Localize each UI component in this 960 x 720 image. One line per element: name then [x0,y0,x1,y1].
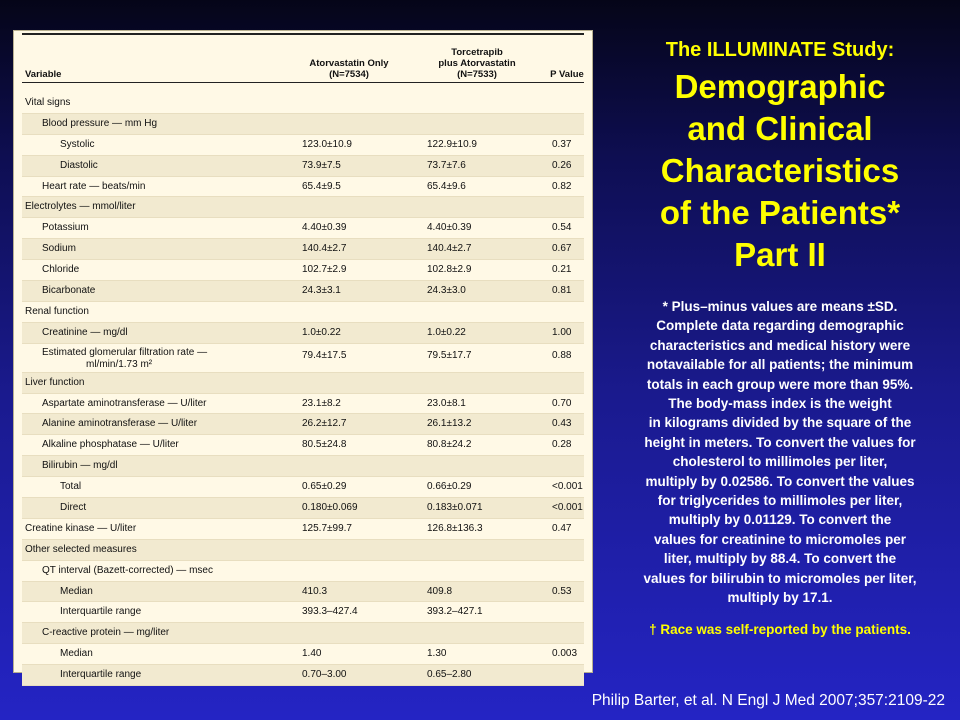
table-header [22,33,584,83]
table-row [22,456,584,477]
footnote-line: multiply by 0.02586. To convert the values [645,473,915,489]
cell-v3: <0.001 [552,502,583,514]
row-label: QT interval (Bazett-corrected) — msec [42,564,213,576]
table-row [22,435,584,456]
cell-v3: 0.53 [552,585,572,597]
main-title-line: Demographic [674,68,886,105]
table-row [22,135,584,156]
footnote-line: multiply by 17.1. [727,590,833,606]
cell-v1: 80.5±24.8 [302,439,347,451]
row-label: Chloride [42,264,80,276]
cell-v3: 0.26 [552,159,572,171]
row-label: C-reactive protein — mg/liter [42,627,170,639]
row-label: Alanine aminotransferase — U/liter [42,418,198,430]
race-footnote: † Race was self-reported by the patients. [649,621,911,637]
cell-v2: 126.8±136.3 [427,522,483,534]
row-label: Vital signs [25,97,71,108]
footnote-line: notavailable for all patients; the minimum [646,357,914,373]
table-row [22,260,584,281]
cell-v1: 0.70–3.00 [302,669,347,681]
cell-v3: 0.81 [552,285,572,297]
footnote-line: liter, multiply by 88.4. To convert the [663,551,897,567]
footnote-line: height in meters. To convert the values for [644,434,916,450]
cell-v3: 0.37 [552,138,572,150]
row-label-continued: ml/min/1.73 m² [86,358,153,370]
main-title-line: and Clinical [687,110,873,147]
cell-v1: 23.1±8.2 [302,397,341,409]
row-label: Direct [60,502,87,514]
footnote-line: multiply by 0.01129. To convert the [668,512,892,528]
study-title: The ILLUMINATE Study: [665,39,895,61]
cell-v1: 102.7±2.9 [302,264,347,276]
row-label: Diastolic [60,159,98,171]
cell-v3: 0.47 [552,522,572,534]
cell-v2: 24.3±3.0 [427,285,466,297]
table-row [22,644,584,665]
footnote-line: totals in each group were more than 95%. [646,376,914,392]
row-label: Renal function [25,305,89,317]
table-row [22,582,584,603]
cell-v2: 0.66±0.29 [427,481,472,493]
table-row [22,540,584,561]
footnote-line: in kilograms divided by the square of the [648,415,912,431]
cell-v2: 393.2–427.1 [427,606,483,618]
row-label: Alkaline phosphatase — U/liter [42,439,179,451]
row-label: Interquartile range [60,669,142,681]
cell-v1: 26.2±12.7 [302,418,347,430]
cell-v2: 122.9±10.9 [427,138,477,150]
row-label: Heart rate — beats/min [42,180,146,192]
cell-v2: 140.4±2.7 [427,243,472,255]
cell-v3: 0.28 [552,439,572,451]
main-title-line: Characteristics [660,152,900,189]
table-row [22,114,584,135]
footnote-line: characteristics and medical history were [649,337,911,353]
footnote [604,297,956,608]
cell-v1: 1.0±0.22 [302,326,341,338]
main-title-line: Part II [734,236,826,273]
row-label: Bilirubin — mg/dl [42,460,118,472]
main-title-line: of the Patients* [659,194,901,231]
row-label: Blood pressure — mm Hg [42,117,158,129]
cell-v1: 140.4±2.7 [302,243,347,255]
row-label: Aspartate aminotransferase — U/liter [42,397,207,409]
footnote-line: values for bilirubin to micromoles per liter, [643,570,917,586]
cell-v1: 123.0±10.9 [302,138,352,150]
cell-v1: 125.7±99.7 [302,522,352,534]
cell-v2: 1.0±0.22 [427,326,466,338]
row-label: Bicarbonate [42,285,96,297]
cell-v2: 0.183±0.071 [427,502,483,514]
cell-v3: 0.43 [552,418,572,430]
table-row [22,156,584,177]
row-label: Other selected measures [25,543,137,555]
cell-v2: 4.40±0.39 [427,222,472,234]
footnote-line: Complete data regarding demographic [656,318,904,334]
citation: Philip Barter, et al. N Engl J Med 2007;357:2109-22 [591,692,945,709]
footnote-line: values for creatinine to micromoles per [653,531,907,547]
table-row [22,394,584,415]
footnote-line: * Plus–minus values are means ±SD. [662,299,898,314]
footnote-line: cholesterol to millimoles per liter, [672,454,888,470]
cell-v2: 102.8±2.9 [427,264,472,276]
row-label: Median [60,585,93,597]
cell-v3: 0.67 [552,243,572,255]
header-atorvastatin-only: Atorvastatin Only (N=7534) [309,58,389,80]
row-label: Sodium [42,243,76,255]
table-row [22,519,584,540]
cell-v2: 409.8 [427,585,453,597]
row-label: Systolic [60,138,95,150]
row-label: Potassium [42,222,89,234]
table-row [22,602,584,623]
table-row [22,498,584,519]
cell-v2: 23.0±8.1 [427,397,466,409]
table-row [22,93,584,114]
footnote-line: The body-mass index is the weight [668,396,892,412]
cell-v1: 393.3–427.4 [302,606,358,618]
cell-v2: 26.1±13.2 [427,418,472,430]
cell-v3: 0.88 [552,349,572,361]
cell-v1: 4.40±0.39 [302,222,347,234]
row-label: Total [60,481,82,493]
cell-v2: 0.65–2.80 [427,669,472,681]
footnote-line: for triglycerides to millimoles per liter, [657,493,903,509]
cell-v3: 0.003 [552,648,578,660]
cell-v3: <0.001 [552,481,583,493]
row-label: Estimated glomerular filtration rate — [42,346,208,358]
header-variable: Variable [25,69,62,80]
table-row [22,323,584,344]
table-row [22,197,584,218]
row-label: Liver function [25,376,85,388]
cell-v1: 65.4±9.5 [302,180,341,192]
table-row [22,218,584,239]
table-row [22,373,584,394]
row-label: Interquartile range [60,606,142,618]
characteristics-table [13,30,593,681]
cell-v1: 73.9±7.5 [302,159,341,171]
table-row [22,623,584,644]
slide-text-panel [604,36,956,639]
table-row [22,477,584,498]
cell-v3: 0.21 [552,264,572,276]
header-p-value: P Value [550,69,584,80]
table-row [22,561,584,582]
cell-v3: 0.70 [552,397,572,409]
cell-v2: 79.5±17.7 [427,349,472,361]
cell-v3: 1.00 [552,326,572,338]
row-label: Electrolytes — mmol/liter [25,201,136,213]
table-row [22,344,584,373]
table-row [22,665,584,686]
row-label: Creatinine — mg/dl [42,326,128,338]
row-label: Median [60,648,93,660]
table-body [22,93,584,686]
cell-v1: 1.40 [302,648,322,660]
cell-v2: 65.4±9.6 [427,180,466,192]
main-title [604,66,956,276]
cell-v1: 0.180±0.069 [302,502,358,514]
cell-v3: 0.82 [552,180,572,192]
table-row [22,281,584,302]
cell-v2: 1.30 [427,648,447,660]
cell-v2: 73.7±7.6 [427,159,466,171]
header-torcetrapib-plus-atorvastatin: Torcetrapib plus Atorvastatin (N=7533) [438,47,516,80]
cell-v1: 0.65±0.29 [302,481,347,493]
cell-v1: 79.4±17.5 [302,349,347,361]
table-row [22,239,584,260]
row-label: Creatine kinase — U/liter [25,522,137,534]
table-row [22,302,584,323]
table-row [22,177,584,198]
cell-v3: 0.54 [552,222,572,234]
cell-v1: 410.3 [302,585,328,597]
cell-v2: 80.8±24.2 [427,439,472,451]
table-row [22,414,584,435]
cell-v1: 24.3±3.1 [302,285,341,297]
